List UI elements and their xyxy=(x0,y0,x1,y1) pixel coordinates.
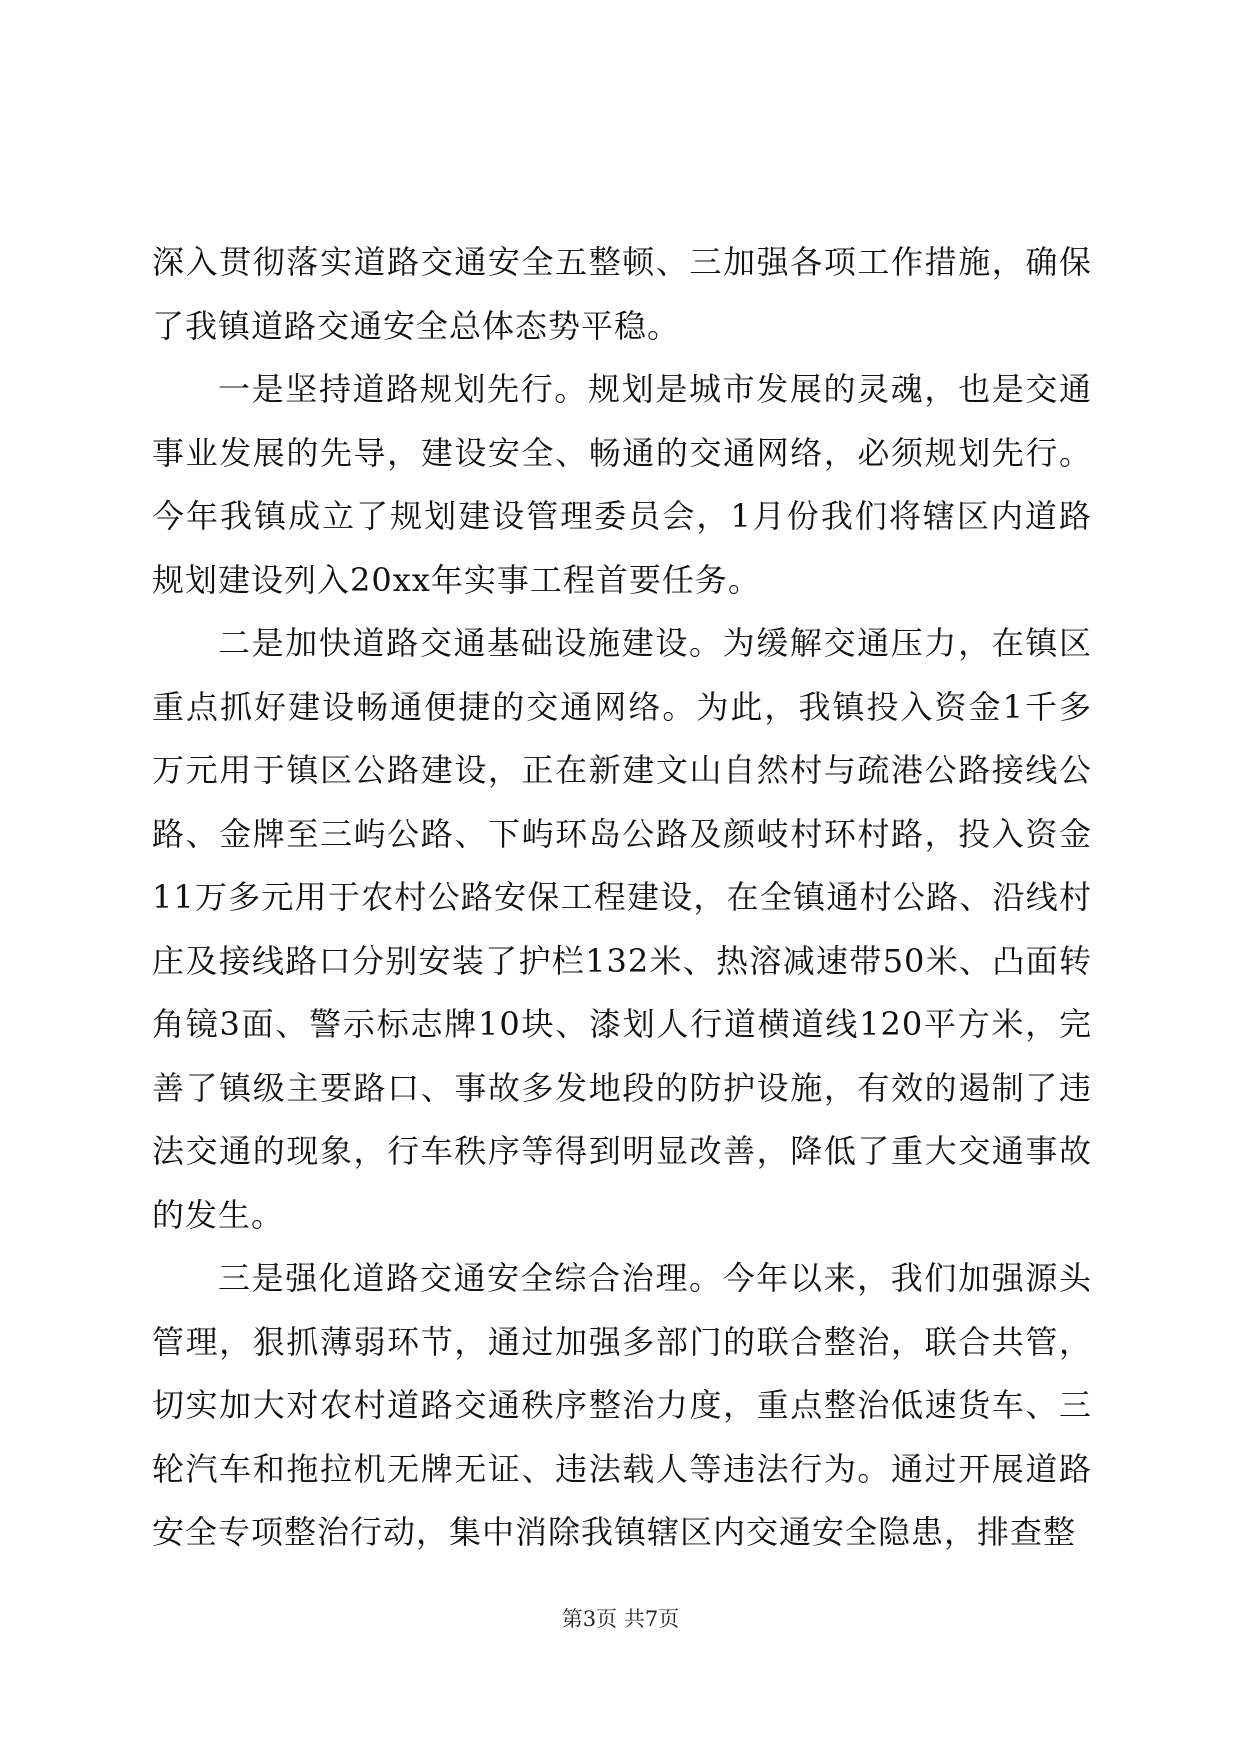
page-number-label: 第3页 共7页 xyxy=(561,1607,680,1631)
paragraph-infrastructure: 二是加快道路交通基础设施建设。为缓解交通压力，在镇区重点抓好建设畅通便捷的交通网络。为此，我镇投入资金1千多万元用于镇区公路建设，正在新建文山自然村与疏港公路接线公路、金牌至三屿公路、下屿环岛公路及颜岐村环村路，投入资金11万多元用于农村公路安保工程建设，在全镇通村公路、沿线村庄及接线路口分别安装了护栏132米、热溶减速带50米、凸面转角镜3面、警示标志牌10块、漆划人行道横道线120平方米，完善了镇级主要路口、事故多发地段的防护设施，有效的遏制了违法交通的现象，行车秩序等得到明显改善，降低了重大交通事故的发生。 xyxy=(152,624,1092,1234)
paragraph-comprehensive-governance: 三是强化道路交通安全综合治理。今年以来，我们加强源头管理，狠抓薄弱环节，通过加强多部门的联合整治，联合共管，切实加大对农村道路交通秩序整治力度，重点整治低速货车、三轮汽车和拖拉机无牌无证、违法载人等违法行为。通过开展道路安全专项整治行动，集中消除我镇辖区内交通安全隐患，排查整 xyxy=(152,1259,1092,1551)
paragraph-continuation: 深入贯彻落实道路交通安全五整顿、三加强各项工作措施，确保了我镇道路交通安全总体态势平稳。 xyxy=(152,243,1092,345)
document-body xyxy=(152,231,1092,1565)
page-number-footer xyxy=(0,1604,1241,1634)
paragraph-road-planning: 一是坚持道路规划先行。规划是城市发展的灵魂，也是交通事业发展的先导，建设安全、畅通的交通网络，必须规划先行。今年我镇成立了规划建设管理委员会，1月份我们将辖区内道路规划建设列入20xx年实事工程首要任务。 xyxy=(152,370,1092,599)
